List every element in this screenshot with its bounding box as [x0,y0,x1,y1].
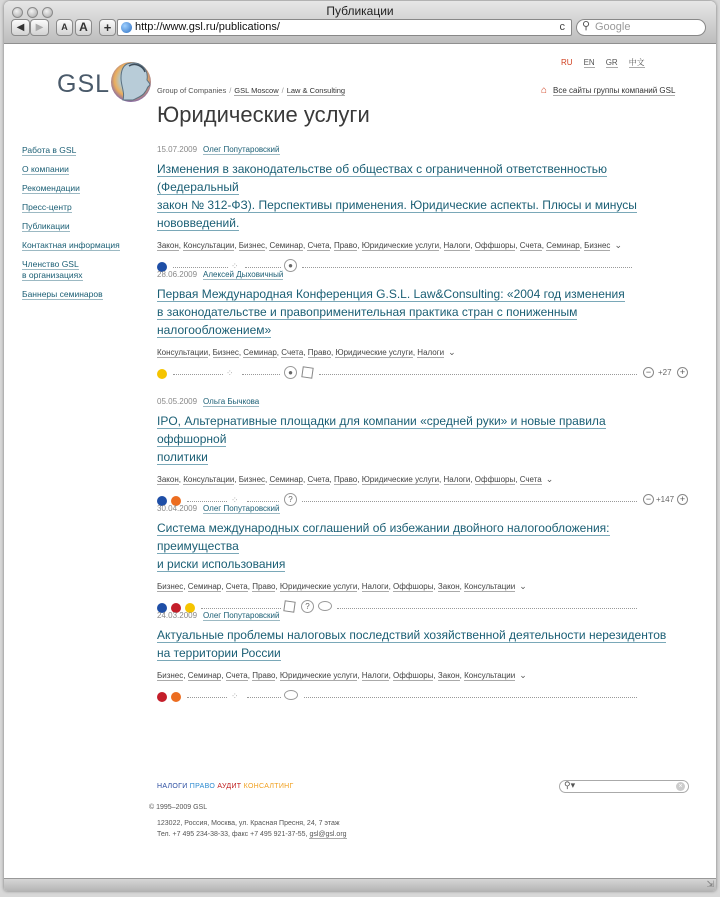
email-link[interactable]: gsl@gsl.org [309,831,347,838]
chevron-down-icon[interactable]: ⌄ [448,347,456,357]
chevron-down-icon[interactable]: ⌄ [545,474,554,484]
breadcrumb: Group of Companies / GSL Moscow / Law & Consulting [157,86,346,95]
post-author[interactable]: Олег Попутаровский [203,611,280,620]
tag-link[interactable]: Семинар [269,241,303,250]
post-author[interactable]: Олег Попутаровский [203,145,280,154]
lang-ru[interactable]: RU [561,58,573,67]
publication-item [157,504,682,616]
tag-link[interactable]: Счета [307,241,330,250]
post-tags: Закон, Консультации, Бизнес, Семинар, Счета, Право, Юридические услуги, Налоги, Оффшоры, Счета, Семинар, Бизнес ⌄ [157,240,622,250]
post-meta [157,397,682,409]
tag-link[interactable]: Налоги [443,241,471,250]
all-sites-link[interactable] [541,85,675,96]
tag-link[interactable]: Консультации [464,582,516,591]
tag-link[interactable]: Семинар [269,475,303,484]
post-author[interactable]: Алексей Дыховичный [203,270,284,279]
breadcrumb-law-consulting[interactable]: Law & Consulting [286,86,346,95]
category-dot-red[interactable] [157,692,167,702]
copyright: © 1995–2009 GSL [149,804,208,811]
tag-link[interactable]: Закон [437,582,460,591]
comment-icon[interactable] [318,601,332,611]
tag-link[interactable]: Право [307,348,332,357]
tag-link[interactable]: Оффшоры [393,582,434,591]
tag-link[interactable]: Счета [519,241,542,250]
post-tags: Закон, Консультации, Бизнес, Семинар, Счета, Право, Юридические услуги, Налоги, Оффшоры, Счета ⌄ [157,474,554,484]
tag-link[interactable]: Счета [307,475,330,484]
minus-icon[interactable]: − [643,367,654,378]
tag-link[interactable]: Счета [225,582,248,591]
tag-link[interactable]: Оффшоры [474,241,516,250]
back-button[interactable]: ◀ [11,19,30,36]
sidebar-item-banners[interactable]: Баннеры семинаров [22,289,103,299]
tag-link[interactable]: Налоги [417,348,445,357]
tag-link[interactable]: Оффшоры [474,475,516,484]
post-date: 24.03.2009 [157,611,198,620]
tag-link[interactable]: Право [333,241,358,250]
post-title[interactable]: Актуальные проблемы налоговых последствий хозяйственной деятельности нерезидентов на территории России [157,628,667,660]
globe-icon [121,22,132,33]
tag-link[interactable]: Оффшоры [393,671,434,680]
record-icon[interactable]: ● [284,366,297,379]
tag-link[interactable]: Семинар [546,241,580,250]
sidebar-item-contacts[interactable]: Контактная информация [22,240,120,250]
post-meta [157,145,682,157]
divider [337,608,637,609]
font-bigger-button[interactable]: A [75,19,92,36]
status-bar [4,878,716,891]
tag-link[interactable]: Бизнес [157,582,184,591]
divider [302,267,632,268]
chevron-down-icon[interactable]: ⌄ [519,581,527,591]
chevron-down-icon[interactable]: ⌄ [614,240,622,250]
question-icon[interactable]: ? [284,493,297,506]
tag-link[interactable]: Право [252,671,276,680]
record-icon[interactable]: ● [284,259,297,272]
post-meta [157,611,682,623]
divider [201,608,281,609]
divider [245,267,281,268]
tag-link[interactable]: Закон [437,671,460,680]
divider [187,697,227,698]
language-switcher [561,57,656,68]
leaf-icon[interactable]: ⁘ [226,368,234,378]
window-title: Публикации [326,4,394,18]
tag-link[interactable]: Юридические услуги [279,582,358,591]
divider [302,501,637,502]
tag-link[interactable]: Закон [157,475,179,484]
post-date: 30.04.2009 [157,504,198,513]
address-url: http://www.gsl.ru/publications/ [135,21,280,33]
tag-link[interactable]: Семинар [243,348,277,357]
search-placeholder: Google [595,21,631,33]
tag-link[interactable]: Счета [519,475,542,484]
leaf-icon[interactable]: ⁘ [231,495,239,505]
address-line: 123022, Россия, Москва, ул. Красная Пресня, 24, 7 этаж [157,820,340,827]
reload-icon[interactable]: c [559,21,565,33]
vote-count: +147 [656,495,675,504]
search-icon: ⚲ [582,20,591,32]
browser-window [4,1,716,891]
tag-link[interactable]: Право [333,475,358,484]
post-tags: Бизнес, Семинар, Счета, Право, Юридические услуги, Налоги, Оффшоры, Закон, Консультации ⌄ [157,581,527,591]
address-bar[interactable] [117,19,572,36]
search-icon: ⚲▾ [564,780,576,790]
plus-icon[interactable]: + [677,494,688,505]
clear-icon[interactable]: × [676,782,685,791]
tag-link[interactable]: Юридические услуги [279,671,358,680]
post-meta [157,270,682,282]
chevron-down-icon[interactable]: ⌄ [519,670,527,680]
tag-link[interactable]: Право [252,582,276,591]
all-sites-label: Все сайты группы компаний GSL [553,86,676,95]
tag-link[interactable]: Бизнес [238,475,266,484]
tag-link[interactable]: Юридические услуги [335,348,413,357]
lang-gr[interactable]: GR [605,58,618,67]
breadcrumb-group: Group of Companies [157,86,227,95]
leaf-icon[interactable]: ⁘ [231,691,239,701]
divider [173,267,228,268]
post-title[interactable]: Система международных соглашений об избежании двойного налогообложения: преимущества и риски использования [157,521,610,571]
publication-item [157,145,682,275]
site-search-input[interactable] [559,780,689,793]
tag-link[interactable]: Консультации [157,348,209,357]
post-title[interactable]: Первая Международная Конференция G.S.L. Law&Consulting: «2004 год изменения в законодательстве и правоприменительная практика стран с пониженным налогообложением» [157,287,625,337]
post-actions [157,366,686,382]
footer-tags [157,783,294,790]
sidebar-item-publications[interactable]: Публикации [22,221,70,231]
gsl-logo[interactable]: GSL [57,70,111,98]
post-actions [157,689,682,705]
sidebar-item-recommendations[interactable]: Рекомендации [22,183,80,193]
post-tags: Бизнес, Семинар, Счета, Право, Юридические услуги, Налоги, Оффшоры, Закон, Консультации ⌄ [157,670,527,680]
minus-icon[interactable]: − [643,494,654,505]
comment-icon[interactable] [284,690,298,700]
tag-link[interactable]: Счета [225,671,248,680]
post-author[interactable]: Олег Попутаровский [203,504,280,513]
publication-item [157,611,682,705]
divider [242,374,280,375]
divider [187,501,227,502]
post-date: 05.05.2009 [157,397,198,406]
footer-tag-taxes[interactable]: НАЛОГИ [157,783,188,790]
page-content [4,44,716,879]
browser-search-field[interactable] [576,19,706,36]
tag-link[interactable]: Бизнес [238,241,266,250]
sidebar-nav [22,145,142,308]
resize-handle-icon[interactable]: ⇲ [706,879,714,889]
tag-link[interactable]: Бизнес [157,671,184,680]
tag-link[interactable]: Юридические услуги [361,475,440,484]
tag-link[interactable]: Закон [157,241,179,250]
question-icon[interactable]: ? [301,600,314,613]
post-date: 28.06.2009 [157,270,198,279]
title-bar [4,1,716,44]
divider [247,501,279,502]
publication-item [157,397,686,509]
divider [304,697,637,698]
tag-link[interactable]: Налоги [361,671,389,680]
tag-link[interactable]: Бизнес [212,348,239,357]
divider [247,697,281,698]
plus-icon[interactable]: + [677,367,688,378]
add-bookmark-button[interactable]: + [99,19,116,36]
logo-head-icon [109,52,157,106]
sidebar-item-careers[interactable]: Работа в GSL [22,145,77,155]
home-icon: ⌂ [541,85,548,96]
leaf-icon[interactable]: ⁘ [231,261,239,271]
tag-link[interactable]: Бизнес [584,241,611,250]
phone-line: Тел. +7 495 234-38-33, факс +7 495 921-37-55, [157,831,308,838]
divider [173,374,223,375]
lang-en[interactable]: EN [583,58,595,67]
square-icon[interactable] [301,366,313,378]
post-author[interactable]: Ольга Бычкова [203,397,260,406]
post-tags: Консультации, Бизнес, Семинар, Счета, Право, Юридические услуги, Налоги ⌄ [157,347,456,357]
footer-tag-law[interactable]: ПРАВО [189,783,216,790]
footer-tag-audit[interactable]: АУДИТ [217,783,242,790]
page-title: Юридические услуги [157,102,370,127]
sidebar-item-press[interactable]: Пресс-центр [22,202,72,212]
sidebar-item-about[interactable]: О компании [22,164,69,174]
forward-button[interactable]: ▶ [30,19,49,36]
tag-link[interactable]: Юридические услуги [361,241,440,250]
sidebar-item-membership[interactable]: Членство GSL в организациях [22,259,83,280]
tag-link[interactable]: Консультации [183,475,235,484]
category-dot-yellow[interactable] [157,369,167,379]
tag-link[interactable]: Налоги [443,475,471,484]
tag-link[interactable]: Семинар [187,582,222,591]
lang-zh[interactable]: 中文 [628,58,645,67]
tag-link[interactable]: Налоги [361,582,389,591]
contact-address [157,818,347,840]
footer-tag-consulting[interactable]: КОНСАЛТИНГ [243,783,294,790]
breadcrumb-gsl-moscow[interactable]: GSL Moscow [234,86,279,95]
category-dot-orange[interactable] [171,692,181,702]
post-title[interactable]: Изменения в законодательстве об обществах с ограниченной ответственностью (Федеральный закон № 312-ФЗ). Перспективы применения. Юридические аспекты. Плюсы и минусы нововведений. [157,162,637,230]
tag-link[interactable]: Консультации [183,241,235,250]
post-meta [157,504,682,516]
tag-link[interactable]: Счета [281,348,304,357]
divider [319,374,637,375]
publication-item [157,270,686,382]
font-smaller-button[interactable]: A [56,19,73,36]
post-title[interactable]: IPO, Альтернативные площадки для компании «средней руки» и новые правила оффшорной политики [157,414,606,464]
post-date: 15.07.2009 [157,145,198,154]
vote-count: +27 [658,368,672,377]
tag-link[interactable]: Семинар [187,671,222,680]
tag-link[interactable]: Консультации [464,671,516,680]
